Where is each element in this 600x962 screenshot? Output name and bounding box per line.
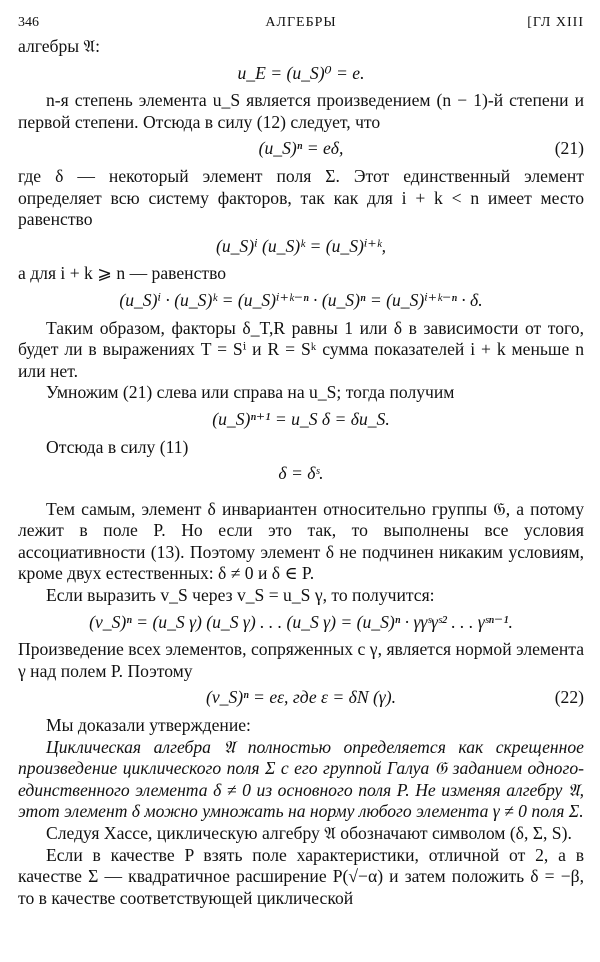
paragraph: Следуя Хассе, циклическую алгебру 𝔄 обозначают символом (δ, Σ, S). xyxy=(46,823,572,843)
running-title: АЛГЕБРЫ xyxy=(265,15,337,30)
formula: (u_S)ⁿ⁺¹ = u_S δ = δu_S. xyxy=(212,408,390,429)
formula-22: (v_S)ⁿ = eε, где ε = δN (γ). (22) xyxy=(205,687,584,708)
paragraph: Если выразить v_S через v_S = u_S γ, то получится: xyxy=(46,585,435,606)
paragraph: Произведение всех элементов, сопряженных с γ, является нормой элемента γ над полем P. Поэтому xyxy=(18,639,584,681)
equation-number: (22) xyxy=(554,687,584,708)
running-header xyxy=(18,8,584,36)
paragraph: а для i + k ⩾ n — равенство xyxy=(18,263,227,284)
paragraph: Умножим (21) слева или справа на u_S; тогда получим xyxy=(46,382,455,403)
formula-21: (u_S)ⁿ = eδ, (21) xyxy=(258,138,584,159)
equation-number: (21) xyxy=(554,138,584,159)
chapter-label: [ГЛ XIII xyxy=(527,15,584,30)
paragraph: где δ — некоторый элемент поля Σ. Этот единственный элемент определяет всю систему факторов, так как для i + k < n имеет место равенство xyxy=(18,165,584,230)
formula: (u_S)ⁱ · (u_S)ᵏ = (u_S)ⁱ⁺ᵏ⁻ⁿ · (u_S)ⁿ = (u_S)ⁱ⁺ᵏ⁻ⁿ · δ. xyxy=(119,289,483,310)
paragraph: Тем самым, элемент δ инвариантен относительно группы 𝔊, а потому лежит в поле P. Но если это так, то выполнены все условия ассоциативности (13). Поэтому элемент δ не подчинен никаким условиям, кроме двух естественных: δ ≠ 0 и δ ∈ P. xyxy=(18,498,584,584)
paragraph: Если в качестве P взять поле характеристики, отличной от 2, а в качестве Σ — квадратичное расширение P(√−α) и затем положить δ = −β, то в качестве соответствующей циклической xyxy=(18,844,584,908)
page-number: 346 xyxy=(18,15,39,30)
book-page xyxy=(18,8,584,909)
formula: u_E = (u_S)⁰ = e. xyxy=(237,62,365,83)
formula: (v_S)ⁿ = (u_S γ) (u_S γ) . . . (u_S γ) = (u_S)ⁿ · γγˢγˢ² . . . γˢⁿ⁻¹. xyxy=(89,611,513,632)
theorem-statement: Циклическая алгебра 𝔄 полностью определяется как скрещенное произведение циклического поля Σ с его группой Галуа 𝔊 заданием одного-единственного элемента δ ≠ 0 из основного поля P. Не изменяя алгебру 𝔄, этот элемент δ можно умножать на норму любого элемента γ ≠ 0 поля Σ. xyxy=(18,736,584,822)
paragraph: n-я степень элемента u_S является произведением (n − 1)-й степени и первой степени. Отсюда в силу (12) следует, что xyxy=(18,90,584,132)
paragraph: Таким образом, факторы δ_T,R равны 1 или δ в зависимости от того, будет ли в выражениях T = Sⁱ и R = Sᵏ сумма показателей i + k меньше n или нет. xyxy=(18,317,584,381)
formula: (u_S)ⁱ (u_S)ᵏ = (u_S)ⁱ⁺ᵏ, xyxy=(215,235,387,256)
paragraph: Мы доказали утверждение: xyxy=(46,715,251,736)
paragraph: Отсюда в силу (11) xyxy=(46,436,189,457)
text-line: алгебры 𝔄: xyxy=(18,36,101,56)
formula: δ = δˢ. xyxy=(278,463,324,484)
